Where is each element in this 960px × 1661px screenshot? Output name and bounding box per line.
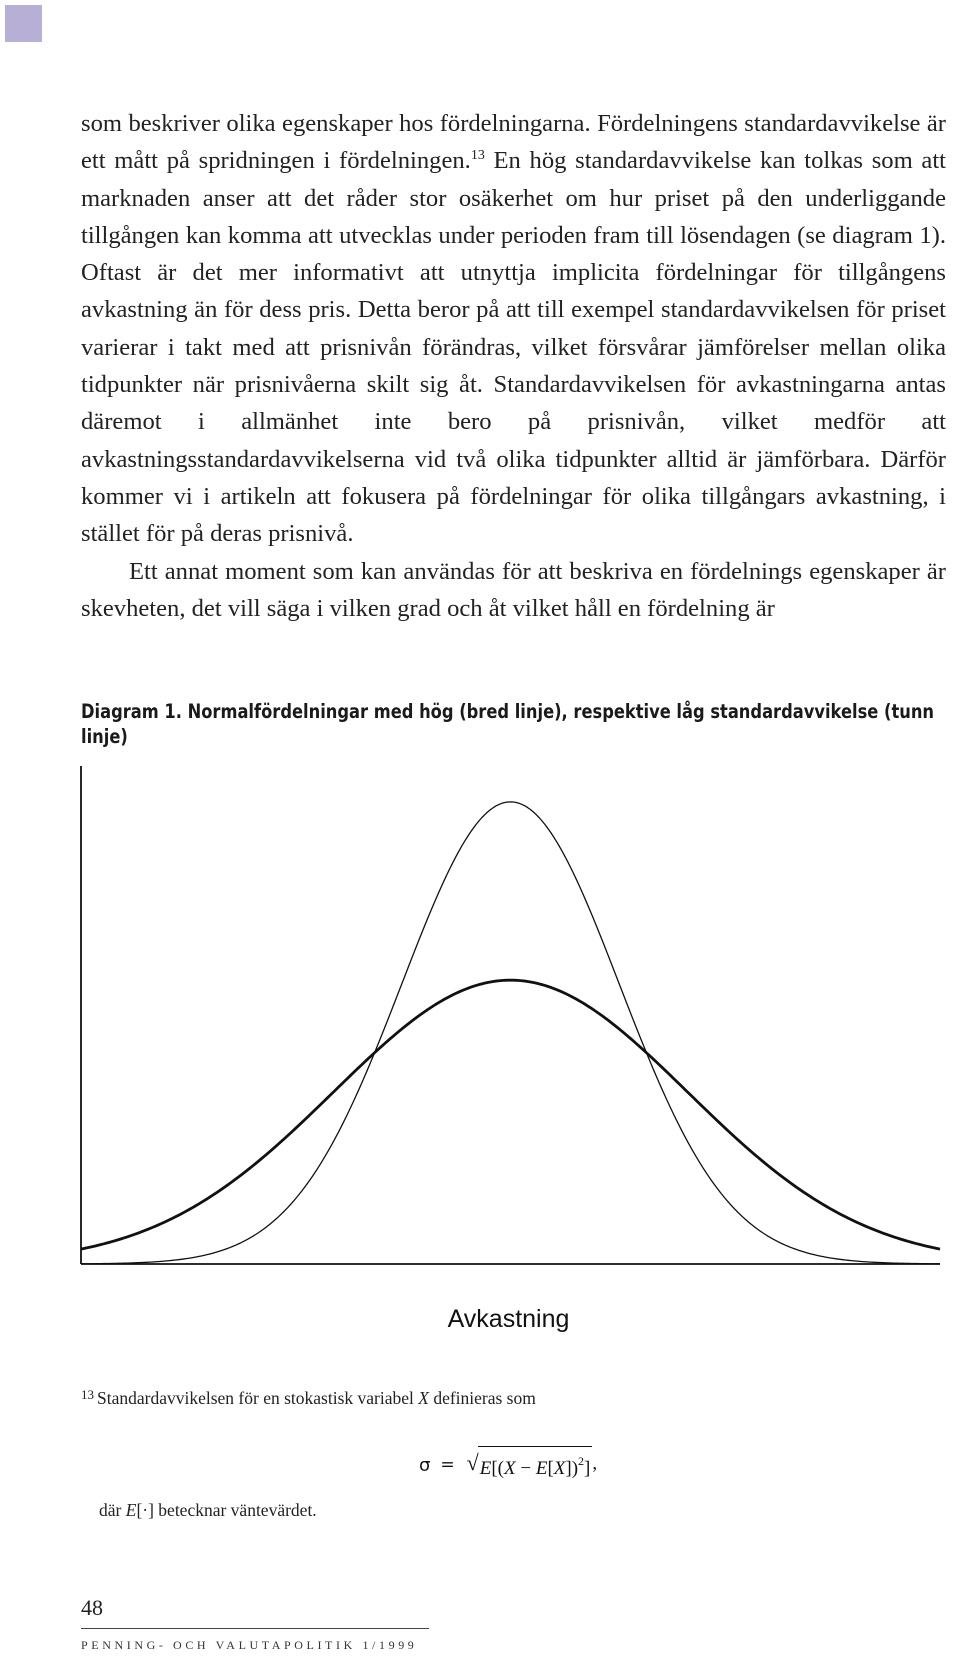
formula-minus: − — [515, 1458, 536, 1479]
x-axis-label: Avkastning — [447, 1305, 570, 1333]
footnote-tail-prefix: där — [99, 1500, 122, 1520]
curve-low-std-thin — [81, 802, 940, 1264]
formula-close-outer: ] — [584, 1458, 591, 1479]
formula-equals: = — [440, 1455, 455, 1475]
formula-exponent: 2 — [578, 1454, 585, 1468]
formula-open-bracket: [( — [491, 1458, 505, 1479]
formula-comma: , — [592, 1453, 598, 1474]
footnote-reference[interactable]: 13 — [470, 148, 485, 164]
footnote-tail-symbol: E — [125, 1500, 137, 1520]
footnote-number: 13 — [81, 1387, 94, 1402]
footnote-text-end: definieras som — [433, 1388, 536, 1408]
paragraph-2: Ett annat moment som kan användas för att beskriva en fördelnings egenskaper är skevheten, det vill säga i vilken grad och åt vilket håll en fördelning är — [81, 557, 946, 622]
paragraph-1-end: En hög standardavvikelse kan tolkas som att marknaden anser att det råder stor osäkerhet om hur priset på den underliggande tillgången kan komma att utvecklas under perioden fram till lösendagen (se diagram 1). Oftast är det mer informativt att utnyttja implicita fördelningar för tillgångens avkastning än för dess pris. Detta beror på att till exempel standardavvikelsen för priset varierar i takt med att prisnivån förändras, vilket försvårar jämförelser mellan olika tidpunkter när prisnivåerna skilt sig åt. Standardavvikelsen för avkastningarna antas däremot i allmänhet inte bero på prisnivån, vilket medför att avkastningsstandardavvikelserna vid två olika tidpunkter alltid är jämförbara. Därför kommer vi i artikeln att fokusera på fördelningar för olika tillgångars avkastning, i stället för på deras prisnivå. — [81, 147, 946, 548]
page-number: 48 — [81, 1595, 103, 1620]
footnote-text: Standardavvikelsen för en stokastisk variabel — [97, 1388, 414, 1408]
paragraph-1-start: som beskriver olika egenskaper hos fördelningarna. Fördelningens standardavvikelse är ett mått på spridningen i fördelningen. — [81, 110, 946, 175]
square-root-icon: √ — [466, 1450, 479, 1475]
formula-expectation-symbol-inner: E — [535, 1458, 548, 1479]
formula-variable-inner: X — [553, 1458, 566, 1479]
footer-divider — [81, 1628, 429, 1629]
journal-name: PENNING- OCH VALUTAPOLITIK 1/1999 — [81, 1638, 418, 1652]
formula-close-brackets: ]) — [565, 1458, 579, 1479]
footnote-continuation — [99, 1500, 317, 1521]
formula-radicand — [478, 1446, 593, 1480]
formula-square-root — [467, 1446, 593, 1480]
std-formula — [419, 1446, 597, 1486]
formula-expectation-symbol: E — [479, 1458, 492, 1479]
formula-sigma: σ — [419, 1455, 431, 1476]
formula-inner-bracket: [ — [547, 1458, 554, 1479]
formula-variable: X — [504, 1458, 516, 1479]
curve-high-std-wide — [81, 980, 940, 1249]
footnote-tail-text: betecknar väntevärdet. — [158, 1500, 317, 1520]
footnote-tail-bracket: [·] — [136, 1500, 154, 1520]
footnote-variable: X — [418, 1388, 429, 1408]
footnote — [81, 1387, 536, 1409]
chart-curves — [81, 802, 940, 1264]
diagram-caption: Diagram 1. Normalfördelningar med hög (bred linje), respektive låg standardavvikelse (tunn linje) — [81, 700, 935, 748]
